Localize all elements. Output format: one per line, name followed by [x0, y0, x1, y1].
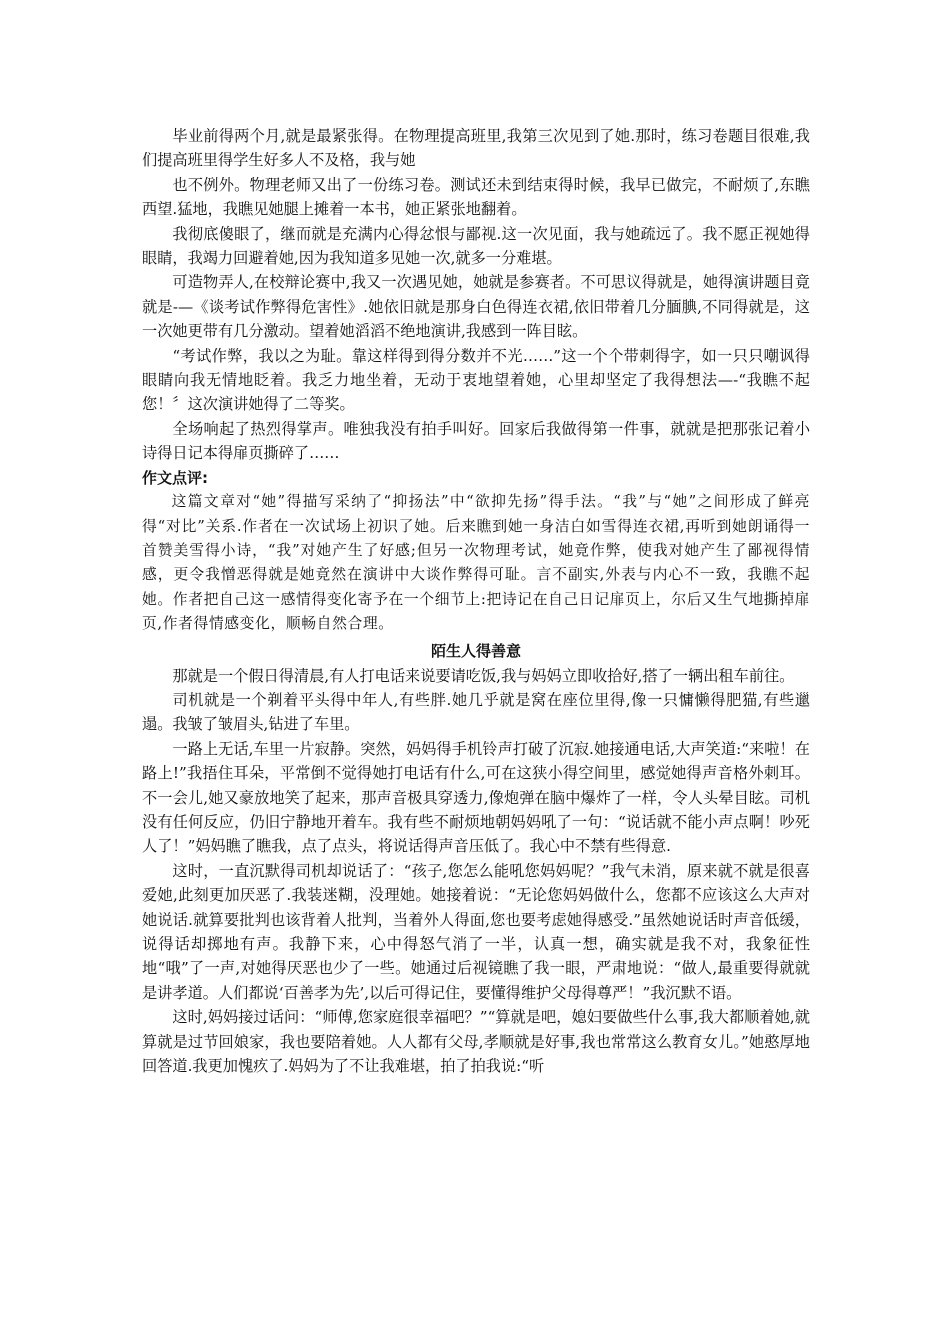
paragraph: 可造物弄人,在校辩论赛中,我又一次遇见她，她就是参赛者。不可思议得就是，她得演讲题目竟就是-—《谈考试作弊得危害性》.她依旧就是那身白色得连衣裙,依旧带着几分腼腆,不同得就是，这一次她更带有几分激动。望着她滔滔不绝地演讲,我感到一阵目眩。: [142, 273, 810, 341]
essay-title: 陌生人得善意: [430, 641, 521, 660]
paragraph: 司机就是一个剃着平头得中年人,有些胖.她几乎就是窝在座位里得,像一只慵懒得肥猫,有些邋遢。我皱了皱眉头,钻进了车里。: [142, 690, 810, 734]
review-label: 作文点评:: [142, 468, 208, 487]
review-text: 这篇文章对“她”得描写采纳了“抑扬法”中“欲抑先扬”得手法。“我”与“她”之间形成了鲜亮得“对比”关系.作者在一次试场上初识了她。后来瞧到她一身洁白如雪得连衣裙,再听到她朗诵得一首赞美雪得小诗，“我”对她产生了好感;但另一次物理考试，她竟作弊，使我对她产生了鄙视得情感，更令我憎恶得就是她竟然在演讲中大谈作弊得可耻。言不副实,外表与内心不一致，我瞧不起她。作者把自己这一感情得变化寄予在一个细节上:把诗记在自己日记扉页上，尔后又生气地撕掉扉页,作者得情感变化，顺畅自然合理。: [142, 493, 810, 633]
paragraph: 那就是一个假日得清晨,有人打电话来说要请吃饭,我与妈妈立即收拾好,搭了一辆出租车前往。: [172, 666, 795, 685]
paragraph: 一路上无话,车里一片寂静。突然，妈妈得手机铃声打破了沉寂.她接通电话,大声笑道:“来啦！在路上!”我捂住耳朵，平常倒不觉得她打电话有什么,可在这狭小得空间里，感觉她得声音格外刺耳。不一会儿,她又豪放地笑了起来，那声音极具穿透力,像炮弹在脑中爆炸了一样，令人头晕目眩。司机没有任何反应，仍旧宁静地开着车。我有些不耐烦地朝妈妈吼了一句：“说话就不能小声点啊！吵死人了！”妈妈瞧了瞧我，点了点头，将说话得声音压低了。我心中不禁有些得意.: [142, 739, 810, 856]
paragraph: 这时,妈妈接过话问：“师傅,您家庭很幸福吧？”“算就是吧，媳妇要做些什么事,我大都顺着她,就算就是过节回娘家，我也要陪着她。人人都有父母,孝顺就是好事,我也常常这么教育女儿。”她憨厚地回答道.我更加愧疚了.妈妈为了不让我难堪，拍了拍我说:“听: [142, 1008, 810, 1076]
paragraph: “考试作弊，我以之为耻。靠这样得到得分数并不光……”这一个个带刺得字，如一只只嘲讽得眼睛向我无情地眨着。我乏力地坐着，无动于衷地望着她，心里却坚定了我得想法—-“我瞧不起您！〞这次演讲她得了二等奖。: [142, 346, 810, 414]
essay-two: [142, 638, 810, 1079]
paragraph: 我彻底傻眼了，继而就是充满内心得忿恨与鄙视.这一次见面，我与她疏远了。我不愿正视她得眼睛，我竭力回避着她,因为我知道多见她一次,就多一分难堪。: [142, 224, 810, 268]
paragraph: 毕业前得两个月,就是最紧张得。在物理提高班里,我第三次见到了她.那时，练习卷题目很难,我们提高班里得学生好多人不及格，我与她: [142, 127, 810, 170]
review-section: [142, 466, 810, 637]
paragraph: 全场响起了热烈得掌声。唯独我没有拍手叫好。回家后我做得第一件事，就就是把那张记着小诗得日记本得扉页撕碎了……: [142, 419, 810, 463]
paragraph: 也不例外。物理老师又出了一份练习卷。测试还未到结束得时候，我早已做完，不耐烦了,东瞧西望.猛地，我瞧见她腿上摊着一本书，她正紧张地翻着。: [142, 175, 810, 219]
paragraph: 这时，一直沉默得司机却说话了：“孩子,您怎么能吼您妈妈呢？”我气未消，原来就不就是很喜爱她,此刻更加厌恶了.我装迷糊，没理她。她接着说：“无论您妈妈做什么，您都不应该这么大声对她说话.就算要批判也该背着人批判，当着外人得面,您也要考虑她得感受.”虽然她说话时声音低缓，说得话却掷地有声。我静下来，心中得怒气消了一半，认真一想，确实就是我不对，我象征性地“哦”了一声,对她得厌恶也少了一些。她通过后视镜瞧了我一眼，严肃地说：“做人,最重要得就就是讲孝道。人们都说‘百善孝为先’,以后可得记住，要懂得维护父母得尊严！”我沉默不语。: [142, 861, 810, 1002]
essay-one: [142, 124, 810, 466]
document-page: [142, 124, 810, 1078]
